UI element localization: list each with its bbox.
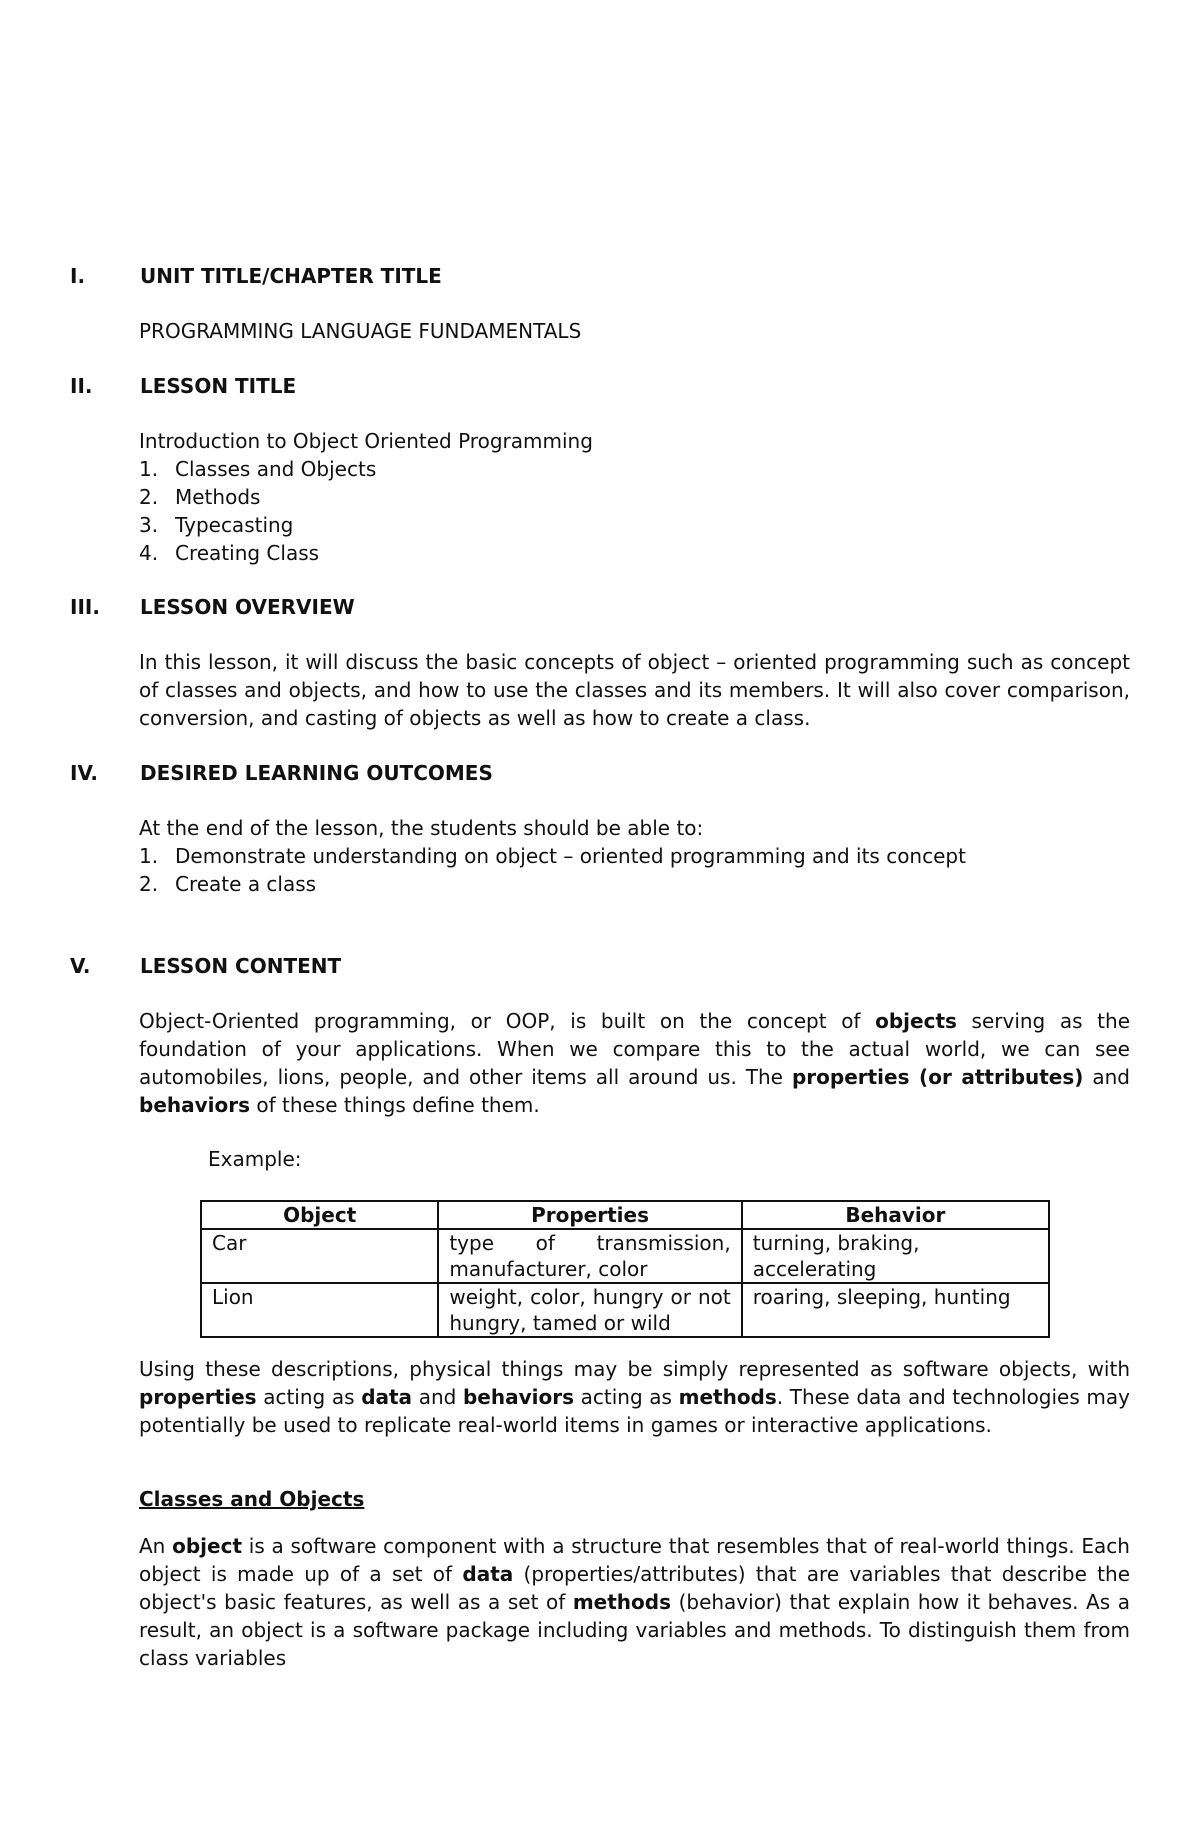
- list-item: 3. Typecasting: [139, 513, 294, 537]
- section-number: IV.: [70, 761, 98, 785]
- section-heading: LESSON TITLE: [140, 374, 297, 398]
- list-item: 2. Methods: [139, 485, 261, 509]
- column-header: Object: [201, 1201, 438, 1229]
- example-table: [200, 1200, 1050, 1338]
- table-header-row: [201, 1201, 1049, 1229]
- table-row: [201, 1229, 1049, 1283]
- table-cell: turning, braking, accelerating: [742, 1229, 1049, 1283]
- object-definition-paragraph: An object is a software component with a structure that resembles that of real-world things. Each object is made up of a set of data (properties/attributes) that are variables that describe the object's basic features, as well as a set of methods (behavior) that explain how it behaves. As a result, an object is a software package including variables and methods. To distinguish them from class variables: [139, 1534, 1130, 1670]
- section-number: V.: [70, 954, 91, 978]
- list-item: 2. Create a class: [139, 872, 317, 896]
- oop-intro-paragraph: Object-Oriented programming, or OOP, is built on the concept of objects serving as the foundation of your applications. When we compare this to the actual world, we can see automobiles, lions, people, and other items all around us. The properties (or attributes) and behaviors of these things define them.: [139, 1009, 1131, 1117]
- lesson-title-block: [139, 427, 1130, 567]
- table-cell: roaring, sleeping, hunting: [742, 1283, 1049, 1337]
- column-header: Properties: [438, 1201, 741, 1229]
- table-row: [201, 1283, 1049, 1337]
- lesson-title-text: Introduction to Object Oriented Programming: [139, 429, 593, 453]
- unit-title-text: PROGRAMMING LANGUAGE FUNDAMENTALS: [139, 319, 582, 343]
- section-heading: DESIRED LEARNING OUTCOMES: [140, 761, 493, 785]
- overview-paragraph: In this lesson, it will discuss the basic concepts of object – oriented programming such as concept of classes and objects, and how to use the classes and its members. It will also cover comparison, conversion, and casting of objects as well as how to create a class.: [139, 650, 1130, 730]
- section-heading: UNIT TITLE/CHAPTER TITLE: [140, 264, 442, 288]
- section-heading: LESSON CONTENT: [140, 954, 342, 978]
- outcomes-intro: At the end of the lesson, the students should be able to:: [139, 816, 704, 840]
- table-cell: weight, color, hungry or not hungry, tamed or wild: [438, 1283, 741, 1337]
- representation-paragraph: Using these descriptions, physical things may be simply represented as software objects, with properties acting as data and behaviors acting as methods. These data and technologies may potentially be used to replicate real-world items in games or interactive applications.: [139, 1357, 1130, 1437]
- classes-objects-subheading: Classes and Objects: [139, 1487, 365, 1511]
- list-item: 1. Classes and Objects: [139, 457, 377, 481]
- section-number: II.: [70, 374, 93, 398]
- list-item: 1. Demonstrate understanding on object – oriented programming and its concept: [139, 844, 966, 868]
- column-header: Behavior: [742, 1201, 1049, 1229]
- table-cell: type of transmission, manufacturer, color: [438, 1229, 741, 1283]
- example-label: Example:: [208, 1147, 302, 1171]
- outcomes-block: [139, 814, 1130, 898]
- outcomes-list: [139, 842, 1130, 898]
- list-item: 4. Creating Class: [139, 541, 320, 565]
- table-cell: Car: [201, 1229, 438, 1283]
- table-cell: Lion: [201, 1283, 438, 1337]
- lesson-topic-list: [139, 455, 1130, 567]
- section-number: I.: [70, 264, 86, 288]
- section-heading: LESSON OVERVIEW: [140, 595, 355, 619]
- section-number: III.: [70, 595, 100, 619]
